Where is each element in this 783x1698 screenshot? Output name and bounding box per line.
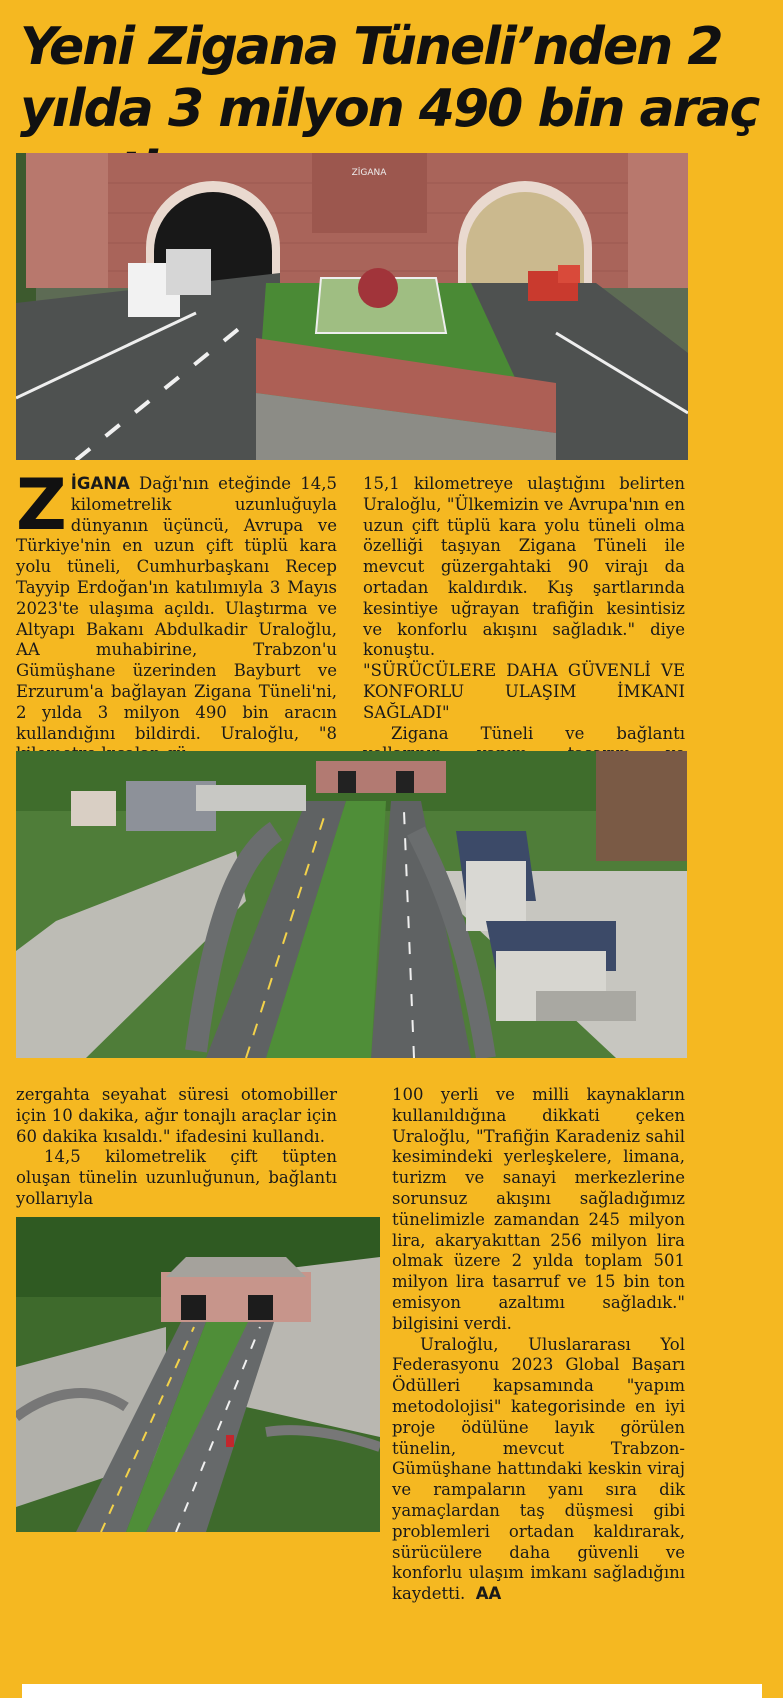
column-1 [16,464,337,765]
column-2 [363,474,685,786]
headline: Yeni Zigana Tüneli’nden 2 yılda 3 milyon 490 bin araç [20,17,759,139]
photo-tunnel-entrance [16,153,688,460]
column-3 [16,1085,337,1210]
col4-paragraph-2: Uraloğlu, Uluslararası Yol Federasyonu 2023 Global Başarı Ödülleri kapsamında "yapım metodolojisi" kategorisinde en iyi proje ödülüne layık görülen tünelin, mevcut Trabzon-Gümüşhane hattındaki keskin viraj ve rampaların yanı sıra dik yamaçlardan taş düşmesi gibi problemleri ortadan kaldırarak, sürücülere daha güvenli ve konforlu ulaşım imkanı sağladığını kaydetti. [392,1334,685,1604]
col3-paragraph-2: 14,5 kilometrelik çift tüpten oluşan tünelin uzunluğunun, bağlantı yollarıyla [16,1147,337,1208]
photo-aerial-junction [16,751,687,1058]
col2-paragraph-1: 15,1 kilometreye ulaştığını belirten Uraloğlu, "Ülkemizin ve Avrupa'nın en uzun çift tüplü kara yolu tüneli olma özelliği taşıyan Zigana Tüneli ile mevcut güzergahtaki 90 virajı da ortadan kaldırdık. Kış şartlarında kesintiye uğrayan trafiğin kesintisiz ve konforlu akışını sağladık." diye konuştu. [363,474,685,660]
col1-paragraph: Dağı'nın eteğinde 14,5 kilometrelik uzunluğuyla dünyanın üçüncü, Avrupa ve Türkiye'nin en uzun çift tüplü kara yolu tüneli, Cumhurbaşkanı Recep Tayyip Erdoğan'ın katılımıyla 3 Mayıs 2023'te ulaşıma açıldı. Ulaştırma ve Altyapı Bakanı Abdulkadir Uraloğlu, AA muhabirine, Trabzon'u Gümüşhane üzerinden Bayburt ve Erzurum'a bağlayan Zigana Tüneli'ni, 2 yılda 3 milyon 490 bin aracın kullandığını bildirdi. Uraloğlu, "8 [16,474,337,743]
col3-paragraph-1: zergahta seyahat süresi otomobiller için 10 dakika, ağır tonajlı araçlar için 60 dakika kısaldı." ifadesini kullandı. [16,1085,337,1146]
photo-tunnel-aerial [16,1217,380,1532]
column-4 [392,1085,685,1605]
subheading: "SÜRÜCÜLERE DAHA GÜVENLİ VE KONFORLU ULAŞIM İMKANI SAĞLADI" [363,661,685,722]
lead-word: İGANA [70,474,130,493]
col4-paragraph-1: 100 yerli ve milli kaynakların kullanıldığına dikkati çeken Uraloğlu, "Trafiğin Karadeniz sahil kesimindeki yerleşkelere, limana, turizm ve sanayi merkezlerine sorunsuz akışını sağladığımız tünelimizle zamandan 245 milyon lira, akaryakıttan 256 milyon lira olmak üzere 2 yılda toplam 501 milyon lira tasarruf ve 15 bin ton emisyon azaltımı sağladık." bilgisini verdi. [392,1085,685,1333]
source-tag: AA [475,1584,502,1604]
dropcap: Z [16,464,67,546]
bottom-strip [22,1684,762,1698]
sign-text: ZİGANA [351,168,387,178]
col2-paragraph-2: Zigana Tüneli ve bağlantı [391,723,685,743]
